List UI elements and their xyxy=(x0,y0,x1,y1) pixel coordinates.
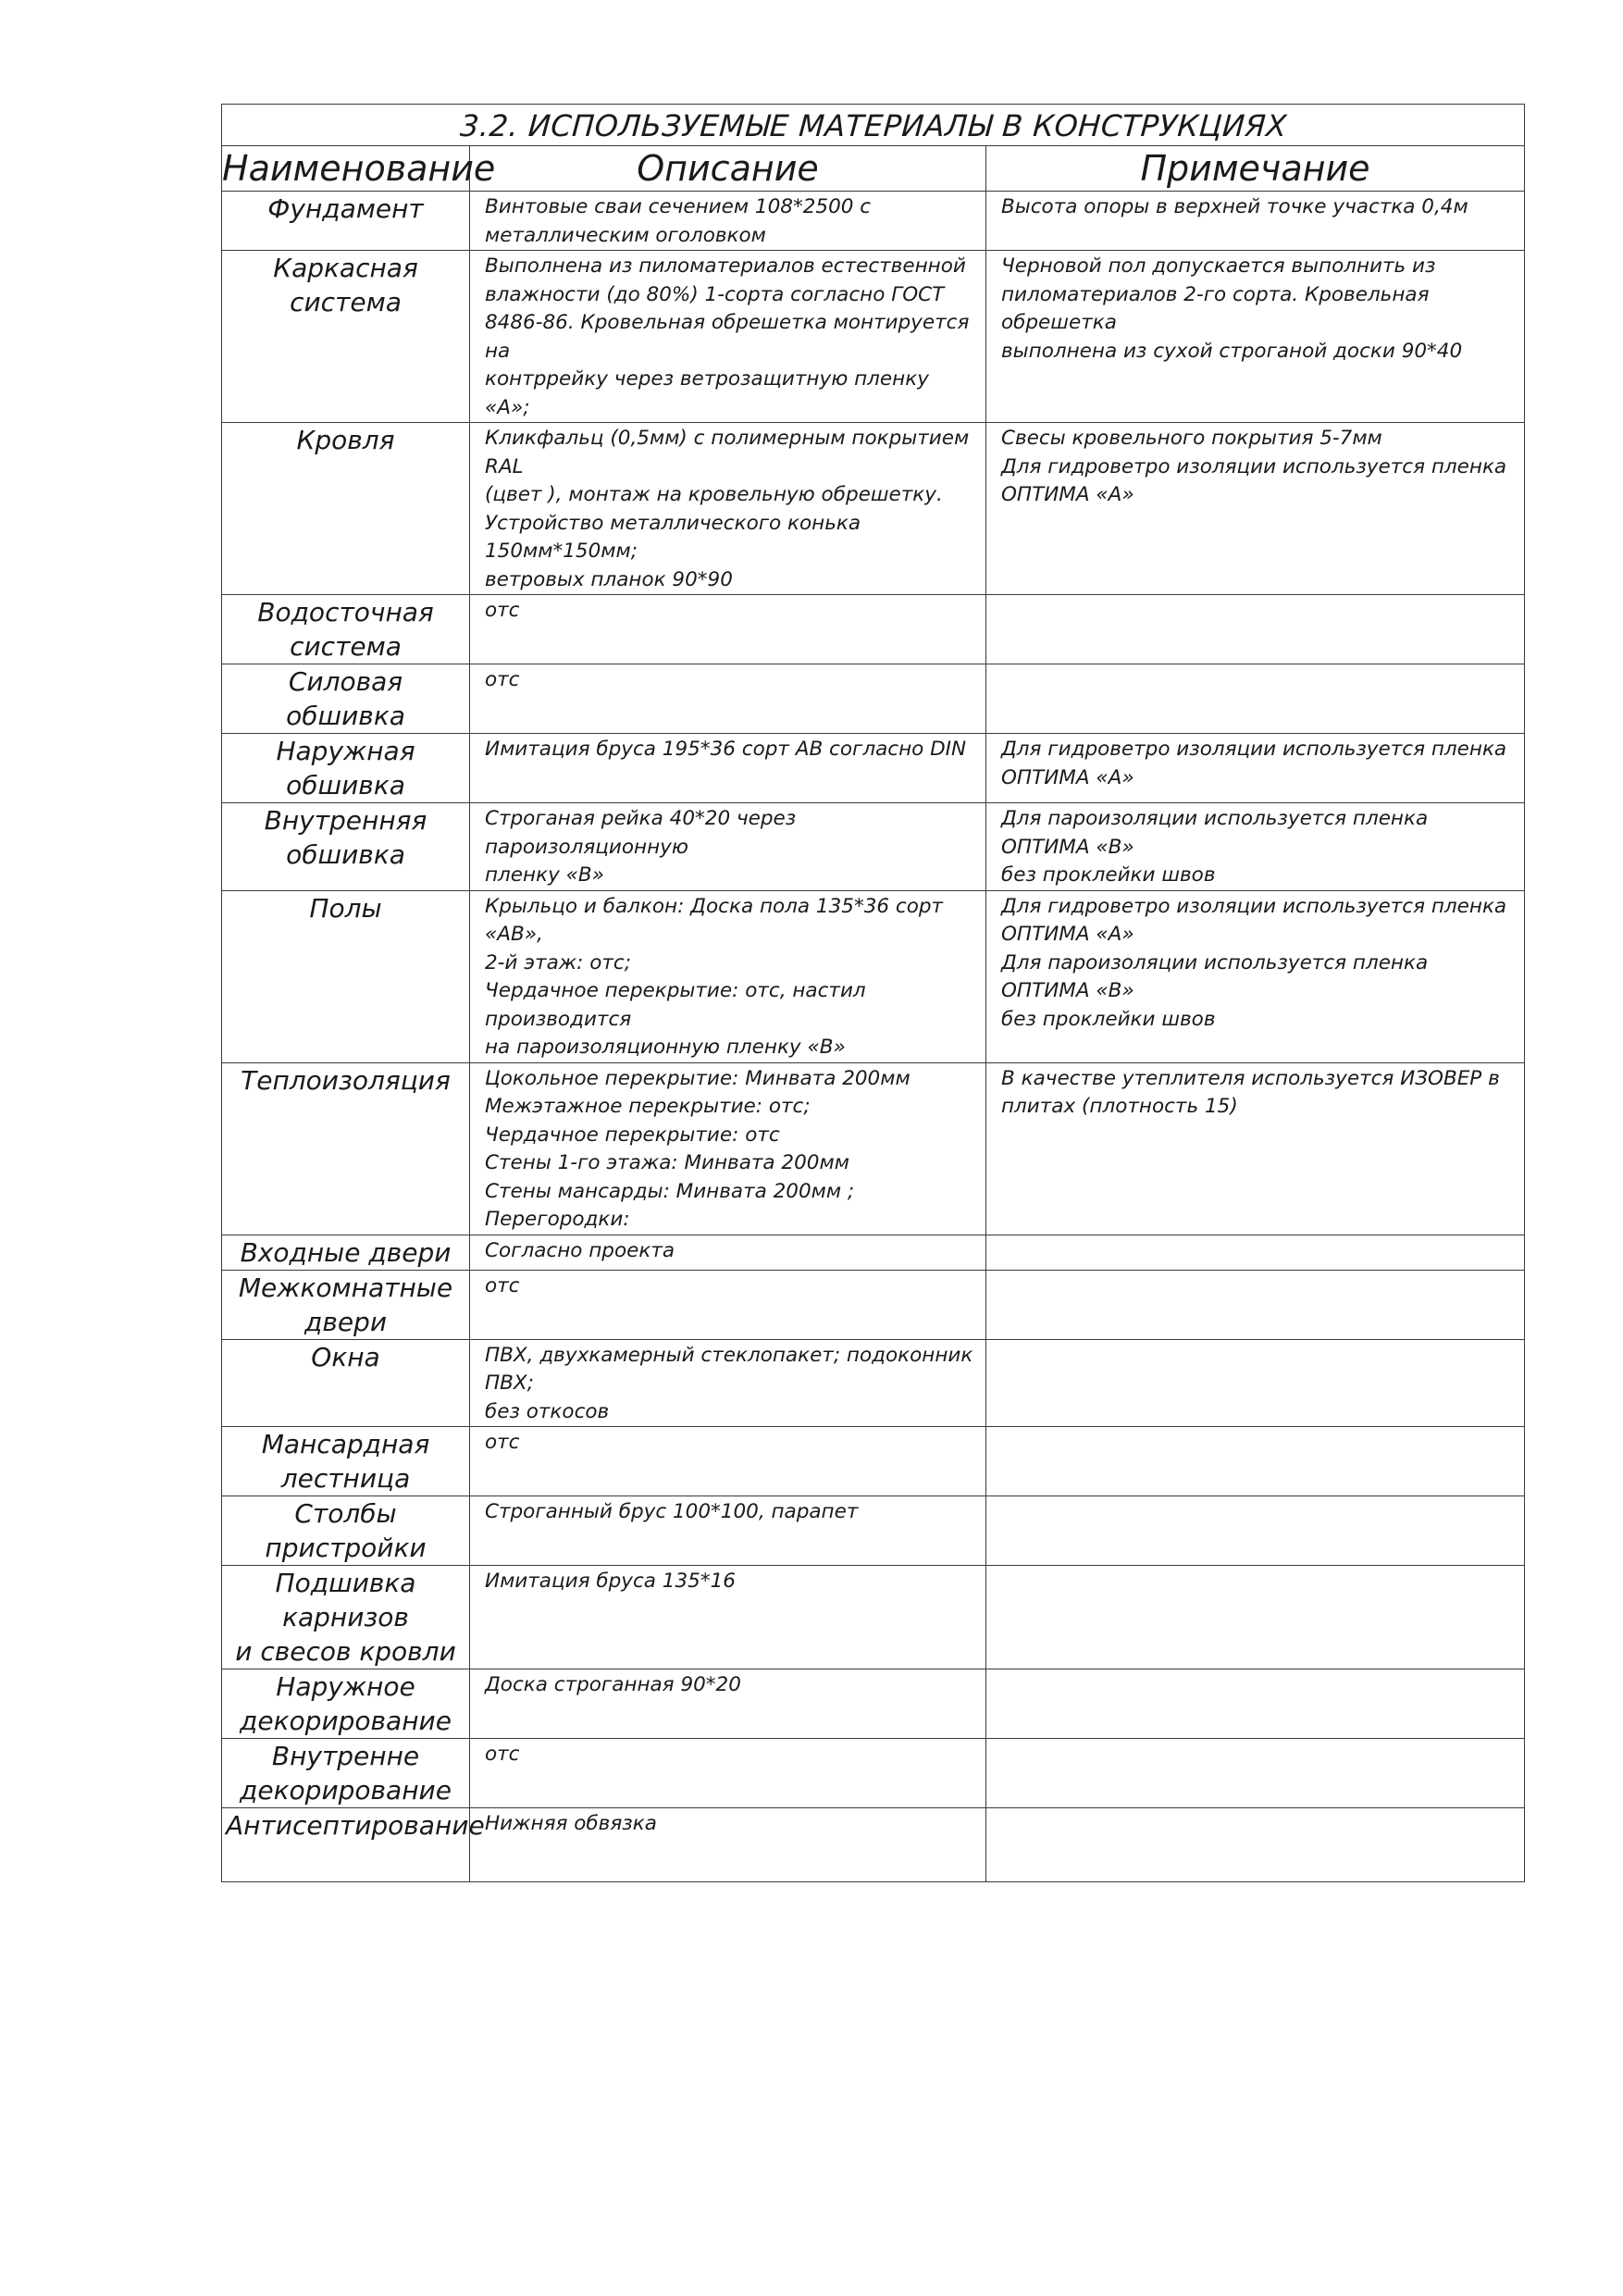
title-row xyxy=(222,105,1525,146)
row-description: ПВХ, двухкамерный стеклопакет; подоконник ПВХ; без откосов xyxy=(470,1339,986,1427)
row-name: Внутренняя обшивка xyxy=(222,803,470,891)
header-name: Наименование xyxy=(222,146,470,192)
table-row xyxy=(222,803,1525,891)
row-name: Силовая обшивка xyxy=(222,664,470,734)
table-row xyxy=(222,1339,1525,1427)
row-description: Согласно проекта xyxy=(470,1235,986,1270)
row-note: Для гидроветро изоляции используется пленка ОПТИМА «А» Для пароизоляции используется пленка ОПТИМА «В» без проклейки швов xyxy=(986,890,1525,1062)
row-note xyxy=(986,1739,1525,1808)
row-description: Имитация бруса 135*16 xyxy=(470,1566,986,1669)
row-note xyxy=(986,1339,1525,1427)
row-name: Наружное декорирование xyxy=(222,1669,470,1739)
header-row xyxy=(222,146,1525,192)
row-description: отс xyxy=(470,595,986,664)
row-note: Для гидроветро изоляции используется пленка ОПТИМА «А» xyxy=(986,734,1525,803)
row-note xyxy=(986,1427,1525,1496)
row-note: Высота опоры в верхней точке участка 0,4м xyxy=(986,192,1525,251)
table-row xyxy=(222,1235,1525,1270)
header-description: Описание xyxy=(470,146,986,192)
row-name: Внутренне декорирование xyxy=(222,1739,470,1808)
row-note: Для пароизоляции используется пленка ОПТИМА «В» без проклейки швов xyxy=(986,803,1525,891)
row-note xyxy=(986,1566,1525,1669)
row-name: Входные двери xyxy=(222,1235,470,1270)
row-name: Кровля xyxy=(222,423,470,595)
row-name: Теплоизоляция xyxy=(222,1062,470,1235)
table-row xyxy=(222,664,1525,734)
table-title: 3.2. ИСПОЛЬЗУЕМЫЕ МАТЕРИАЛЫ В КОНСТРУКЦИЯХ xyxy=(220,105,1526,146)
table-row xyxy=(222,734,1525,803)
row-description: Кликфальц (0,5мм) с полимерным покрытием RAL (цвет ), монтаж на кровельную обрешетку. Устройство металлического конька 150мм*150мм; ветровых планок 90*90 xyxy=(470,423,986,595)
table-row xyxy=(222,890,1525,1062)
row-note xyxy=(986,1496,1525,1566)
table-row xyxy=(222,1062,1525,1235)
row-name: Фундамент xyxy=(222,192,470,251)
row-description: отс xyxy=(470,664,986,734)
row-name: Окна xyxy=(222,1339,470,1427)
table-row xyxy=(222,1427,1525,1496)
row-description: Нижняя обвязка xyxy=(470,1808,986,1882)
row-description: Строганая рейка 40*20 через пароизоляционную пленку «В» xyxy=(470,803,986,891)
row-description: Доска строганная 90*20 xyxy=(470,1669,986,1739)
row-description: отс xyxy=(470,1739,986,1808)
row-note: Свесы кровельного покрытия 5-7мм Для гидроветро изоляции используется пленка ОПТИМА «А» xyxy=(986,423,1525,595)
row-name: Столбы пристройки xyxy=(222,1496,470,1566)
row-description: Крыльцо и балкон: Доска пола 135*36 сорт «АВ», 2-й этаж: отс; Чердачное перекрытие: отс, настил производится на пароизоляционную пленку «В» xyxy=(470,890,986,1062)
row-name: Полы xyxy=(222,890,470,1062)
table-row xyxy=(222,1566,1525,1669)
table-row xyxy=(222,1739,1525,1808)
row-name: Водосточная система xyxy=(222,595,470,664)
row-note: Черновой пол допускается выполнить из пиломатериалов 2-го сорта. Кровельная обрешетка выполнена из сухой строганой доски 90*40 xyxy=(986,251,1525,423)
row-description: Выполнена из пиломатериалов естественной влажности (до 80%) 1-сорта согласно ГОСТ 8486-86. Кровельная обрешетка монтируется на контррейку через ветрозащитную пленку «А»; xyxy=(470,251,986,423)
row-description: Винтовые сваи сечением 108*2500 с металлическим оголовком xyxy=(470,192,986,251)
table-row xyxy=(222,595,1525,664)
row-note: В качестве утеплителя используется ИЗОВЕР в плитах (плотность 15) xyxy=(986,1062,1525,1235)
table-row xyxy=(222,251,1525,423)
table-row xyxy=(222,1808,1525,1882)
row-note xyxy=(986,1235,1525,1270)
row-name: Межкомнатные двери xyxy=(222,1270,470,1339)
row-name: Мансардная лестница xyxy=(222,1427,470,1496)
row-note xyxy=(986,664,1525,734)
row-note xyxy=(986,1669,1525,1739)
header-note: Примечание xyxy=(986,146,1525,192)
row-name: Подшивка карнизов и свесов кровли xyxy=(222,1566,470,1669)
row-note xyxy=(986,1270,1525,1339)
row-description: Цокольное перекрытие: Минвата 200мм Межэтажное перекрытие: отс; Чердачное перекрытие: отс Стены 1-го этажа: Минвата 200мм Стены мансарды: Минвата 200мм ; Перегородки: xyxy=(470,1062,986,1235)
row-name: Каркасная система xyxy=(222,251,470,423)
table-row xyxy=(222,1669,1525,1739)
materials-table xyxy=(221,104,1525,1882)
row-description: отс xyxy=(470,1270,986,1339)
table-row xyxy=(222,1270,1525,1339)
row-description: Имитация бруса 195*36 сорт АВ согласно DIN xyxy=(470,734,986,803)
row-name: Антисептирование xyxy=(222,1808,470,1882)
row-name: Наружная обшивка xyxy=(222,734,470,803)
row-description: Строганный брус 100*100, парапет xyxy=(470,1496,986,1566)
row-note xyxy=(986,1808,1525,1882)
table-row xyxy=(222,423,1525,595)
table-row xyxy=(222,192,1525,251)
row-description: отс xyxy=(470,1427,986,1496)
table-row xyxy=(222,1496,1525,1566)
row-note xyxy=(986,595,1525,664)
